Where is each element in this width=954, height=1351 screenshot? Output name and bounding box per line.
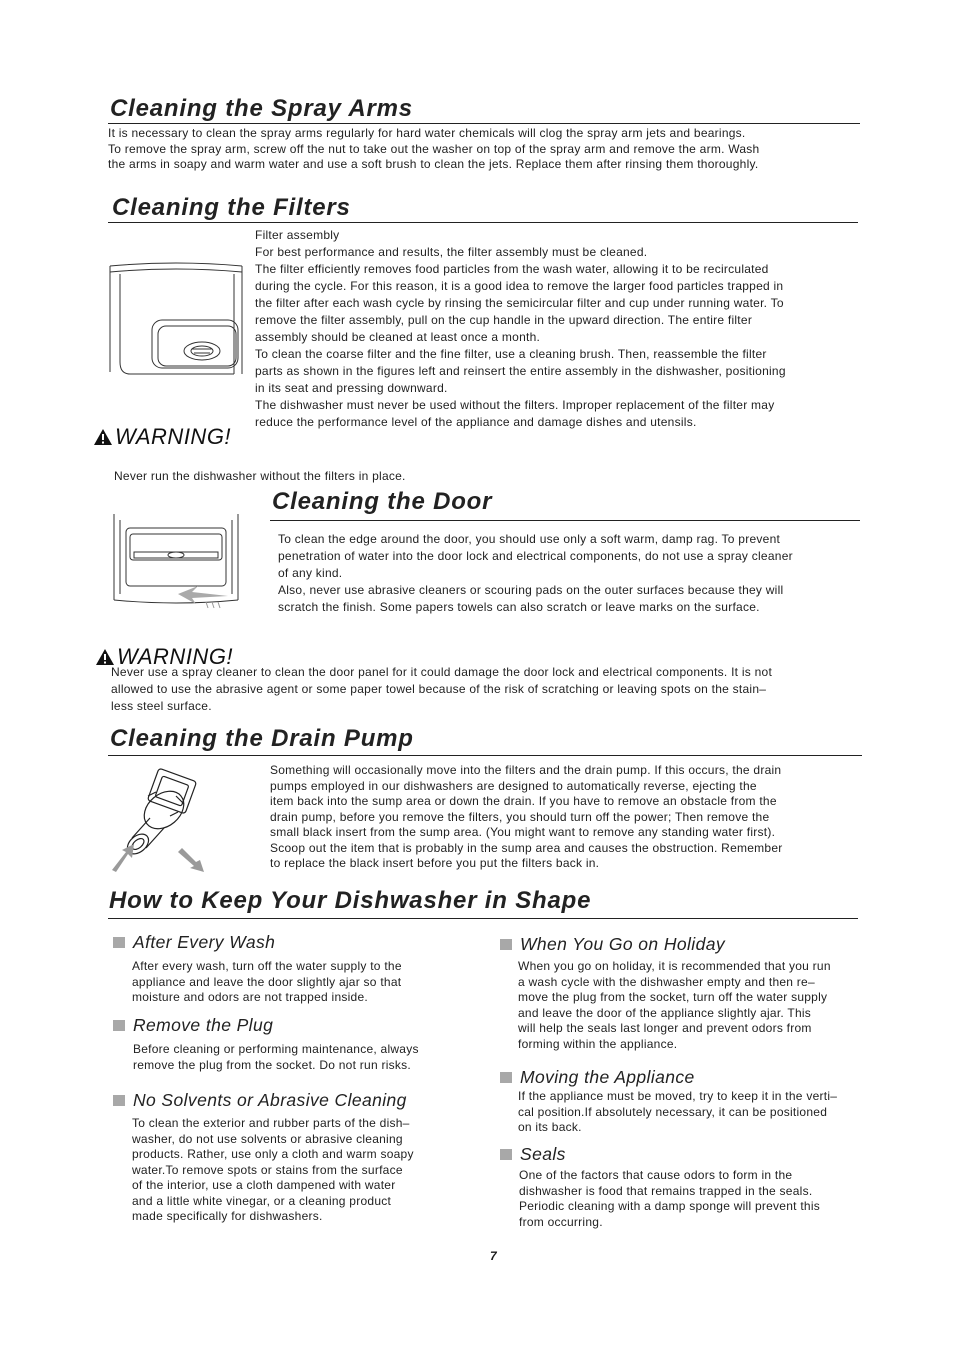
square-bullet-icon	[500, 1149, 512, 1160]
text-line: cal position.If absolutely necessary, it can be positioned	[518, 1104, 828, 1119]
text-line: made specifically for dishwashers.	[132, 1209, 323, 1223]
text-line: on its back.	[518, 1120, 582, 1134]
subsection-heading	[500, 936, 725, 954]
section-rule	[108, 222, 858, 223]
subsection-title: Seals	[520, 1144, 566, 1164]
subsection-title: After Every Wash	[133, 932, 276, 952]
section-title-drain-pump: Cleaning the Drain Pump	[110, 725, 414, 752]
text-line: dishwasher is food that remains trapped in the seals.	[519, 1183, 813, 1198]
text-line: reduce the performance level of the appliance and damage dishes and utensils.	[255, 415, 697, 429]
text-line: Periodic cleaning with a damp sponge will prevent this	[519, 1199, 820, 1213]
remove-plug-text	[133, 1042, 419, 1073]
text-line: To clean the edge around the door, you should use only a soft warm, damp rag. To prevent	[278, 532, 781, 546]
section-rule	[108, 755, 862, 756]
text-line: item back into the sump area or down the drain. If you have to remove an obstacle from the	[270, 794, 777, 808]
text-line: penetration of water into the door lock and electrical components, do not use a spray cleaner	[278, 549, 793, 563]
subsection-heading	[500, 1069, 695, 1087]
text-line: forming within the appliance.	[518, 1036, 678, 1051]
text-line: To clean the exterior and rubber parts of the dish–	[132, 1116, 410, 1130]
text-line: moisture and odors are not trapped inside.	[132, 990, 368, 1004]
square-bullet-icon	[113, 1095, 125, 1106]
square-bullet-icon	[113, 937, 125, 948]
text-line: allowed to use the abrasive agent or some paper towel because of the risk of scratching or leaving spots on the stain–	[111, 682, 767, 696]
moving-text	[518, 1089, 837, 1136]
seals-text	[519, 1168, 820, 1230]
text-line: the filter after each wash cycle by rinsing the semicircular filter and cup under running water. To	[255, 296, 784, 310]
text-line: less steel surface.	[111, 699, 212, 713]
warning-heading	[93, 426, 231, 448]
section-title-filters: Cleaning the Filters	[112, 194, 351, 221]
text-line: pumps employed in our dishwashers are designed to automatically reverse, ejecting the	[270, 778, 757, 793]
text-line: Filter assembly	[255, 228, 340, 242]
subsection-title: Remove the Plug	[133, 1015, 274, 1035]
text-line: Also, never use abrasive cleaners or scouring pads on the outer surfaces because they will	[278, 583, 784, 597]
warning-label: WARNING!	[115, 424, 232, 449]
subsection-heading	[113, 934, 275, 952]
text-line: The dishwasher must never be used without the filters. Improper replacement of the filter may	[255, 398, 775, 412]
subsection-heading	[113, 1092, 407, 1110]
text-line: the arms in soapy and warm water and use a soft brush to clean the jets. Replace them after rinsing them thoroughly.	[108, 157, 759, 171]
text-line: assembly should be cleaned at least once a month.	[255, 330, 541, 344]
text-line: of the interior, use a cloth dampened with water	[132, 1178, 396, 1192]
square-bullet-icon	[113, 1020, 125, 1031]
text-line: of any kind.	[278, 566, 343, 580]
warning-text	[111, 664, 772, 715]
section-title-spray-arms: Cleaning the Spray Arms	[110, 95, 413, 122]
subsection-title: No Solvents or Abrasive Cleaning	[133, 1090, 407, 1110]
after-wash-text	[132, 959, 402, 1006]
text-line: To clean the coarse filter and the fine filter, use a cleaning brush. Then, reassemble the filter	[255, 347, 767, 361]
holiday-text	[518, 959, 831, 1052]
section-rule	[270, 520, 860, 521]
subsection-heading	[500, 1146, 566, 1164]
warning-triangle-icon	[93, 428, 113, 446]
filters-text	[255, 227, 786, 431]
text-line: Something will occasionally move into the filters and the drain pump. If this occurs, the drain	[270, 763, 782, 777]
text-line: For best performance and results, the filter assembly must be cleaned.	[255, 245, 648, 259]
text-line: a wash cycle with the dishwasher empty and then re–	[518, 974, 815, 989]
text-line: from occurring.	[519, 1214, 603, 1229]
no-solvents-text	[132, 1116, 414, 1225]
section-rule	[108, 918, 858, 919]
text-line: and leave the door of the appliance slightly ajar. This	[518, 1005, 812, 1020]
text-line: scratch the finish. Some papers towels can also scratch or leave marks on the surface.	[278, 600, 760, 614]
text-line: to replace the black insert before you put the filters back in.	[270, 856, 600, 870]
text-line: water.To remove spots or stains from the surface	[132, 1162, 403, 1177]
text-line: in its seat and pressing downward.	[255, 381, 448, 395]
text-line: To remove the spray arm, screw off the nut to take out the washer on top of the spray arm and remove the arm. Wash	[108, 141, 760, 156]
text-line: Scoop out the item that is probably in the sump area and causes the obstruction. Remember	[270, 840, 783, 855]
subsection-heading	[113, 1017, 273, 1035]
text-line: It is necessary to clean the spray arms regularly for hard water chemicals will clog the spray arm jets and bearings.	[108, 126, 746, 140]
text-line: drain pump, before you remove the filters, you should turn off the power; Then remove the	[270, 809, 770, 824]
text-line: remove the plug from the socket. Do not run risks.	[133, 1057, 411, 1072]
text-line: One of the factors that cause odors to form in the	[519, 1168, 793, 1182]
text-line: during the cycle. For this reason, it is a good idea to remove the larger food particles trapped in	[255, 279, 784, 293]
section-title-door: Cleaning the Door	[272, 488, 493, 515]
text-line: The filter efficiently removes food particles from the wash water, allowing it to be recirculated	[255, 262, 769, 276]
page-number: 7	[490, 1249, 497, 1263]
filter-assembly-illustration	[106, 262, 246, 378]
drain-pump-text	[270, 763, 783, 872]
section-rule	[108, 123, 860, 124]
text-line: Never use a spray cleaner to clean the door panel for it could damage the door lock and electrical components. It is not	[111, 665, 773, 679]
subsection-title: Moving the Appliance	[520, 1067, 695, 1087]
text-line: and a little white vinegar, or a cleaning product	[132, 1193, 392, 1208]
text-line: When you go on holiday, it is recommended that you run	[518, 959, 831, 973]
drain-pump-illustration	[108, 766, 208, 872]
text-line: small black insert from the sump area. (You might want to remove any standing water first).	[270, 825, 776, 839]
door-cleaning-illustration	[108, 510, 244, 610]
text-line: appliance and leave the door slightly ajar so that	[132, 974, 402, 989]
text-line: Before cleaning or performing maintenance, always	[133, 1042, 419, 1056]
text-line: washer, do not use solvents or abrasive cleaning	[132, 1131, 403, 1146]
text-line: move the plug from the socket, turn off the water supply	[518, 990, 828, 1004]
text-line: remove the filter assembly, pull on the cup handle in the upward direction. The entire filter	[255, 313, 753, 327]
text-line: will help the seals last longer and prevent odors from	[518, 1021, 812, 1035]
text-line: parts as shown in the figures left and reinsert the entire assembly in the dishwasher, positioning	[255, 364, 786, 378]
text-line: If the appliance must be moved, try to keep it in the verti–	[518, 1089, 838, 1103]
text-line: After every wash, turn off the water supply to the	[132, 959, 402, 973]
door-text	[278, 531, 793, 616]
section-title-shape: How to Keep Your Dishwasher in Shape	[109, 887, 592, 914]
warning-text: Never run the dishwasher without the filters in place.	[114, 469, 406, 483]
text-line: products. Rather, use only a cloth and warm soapy	[132, 1147, 414, 1161]
warning-label: WARNING!	[117, 644, 234, 669]
square-bullet-icon	[500, 1072, 512, 1083]
square-bullet-icon	[500, 939, 512, 950]
subsection-title: When You Go on Holiday	[520, 934, 725, 954]
spray-arms-text	[108, 126, 759, 173]
